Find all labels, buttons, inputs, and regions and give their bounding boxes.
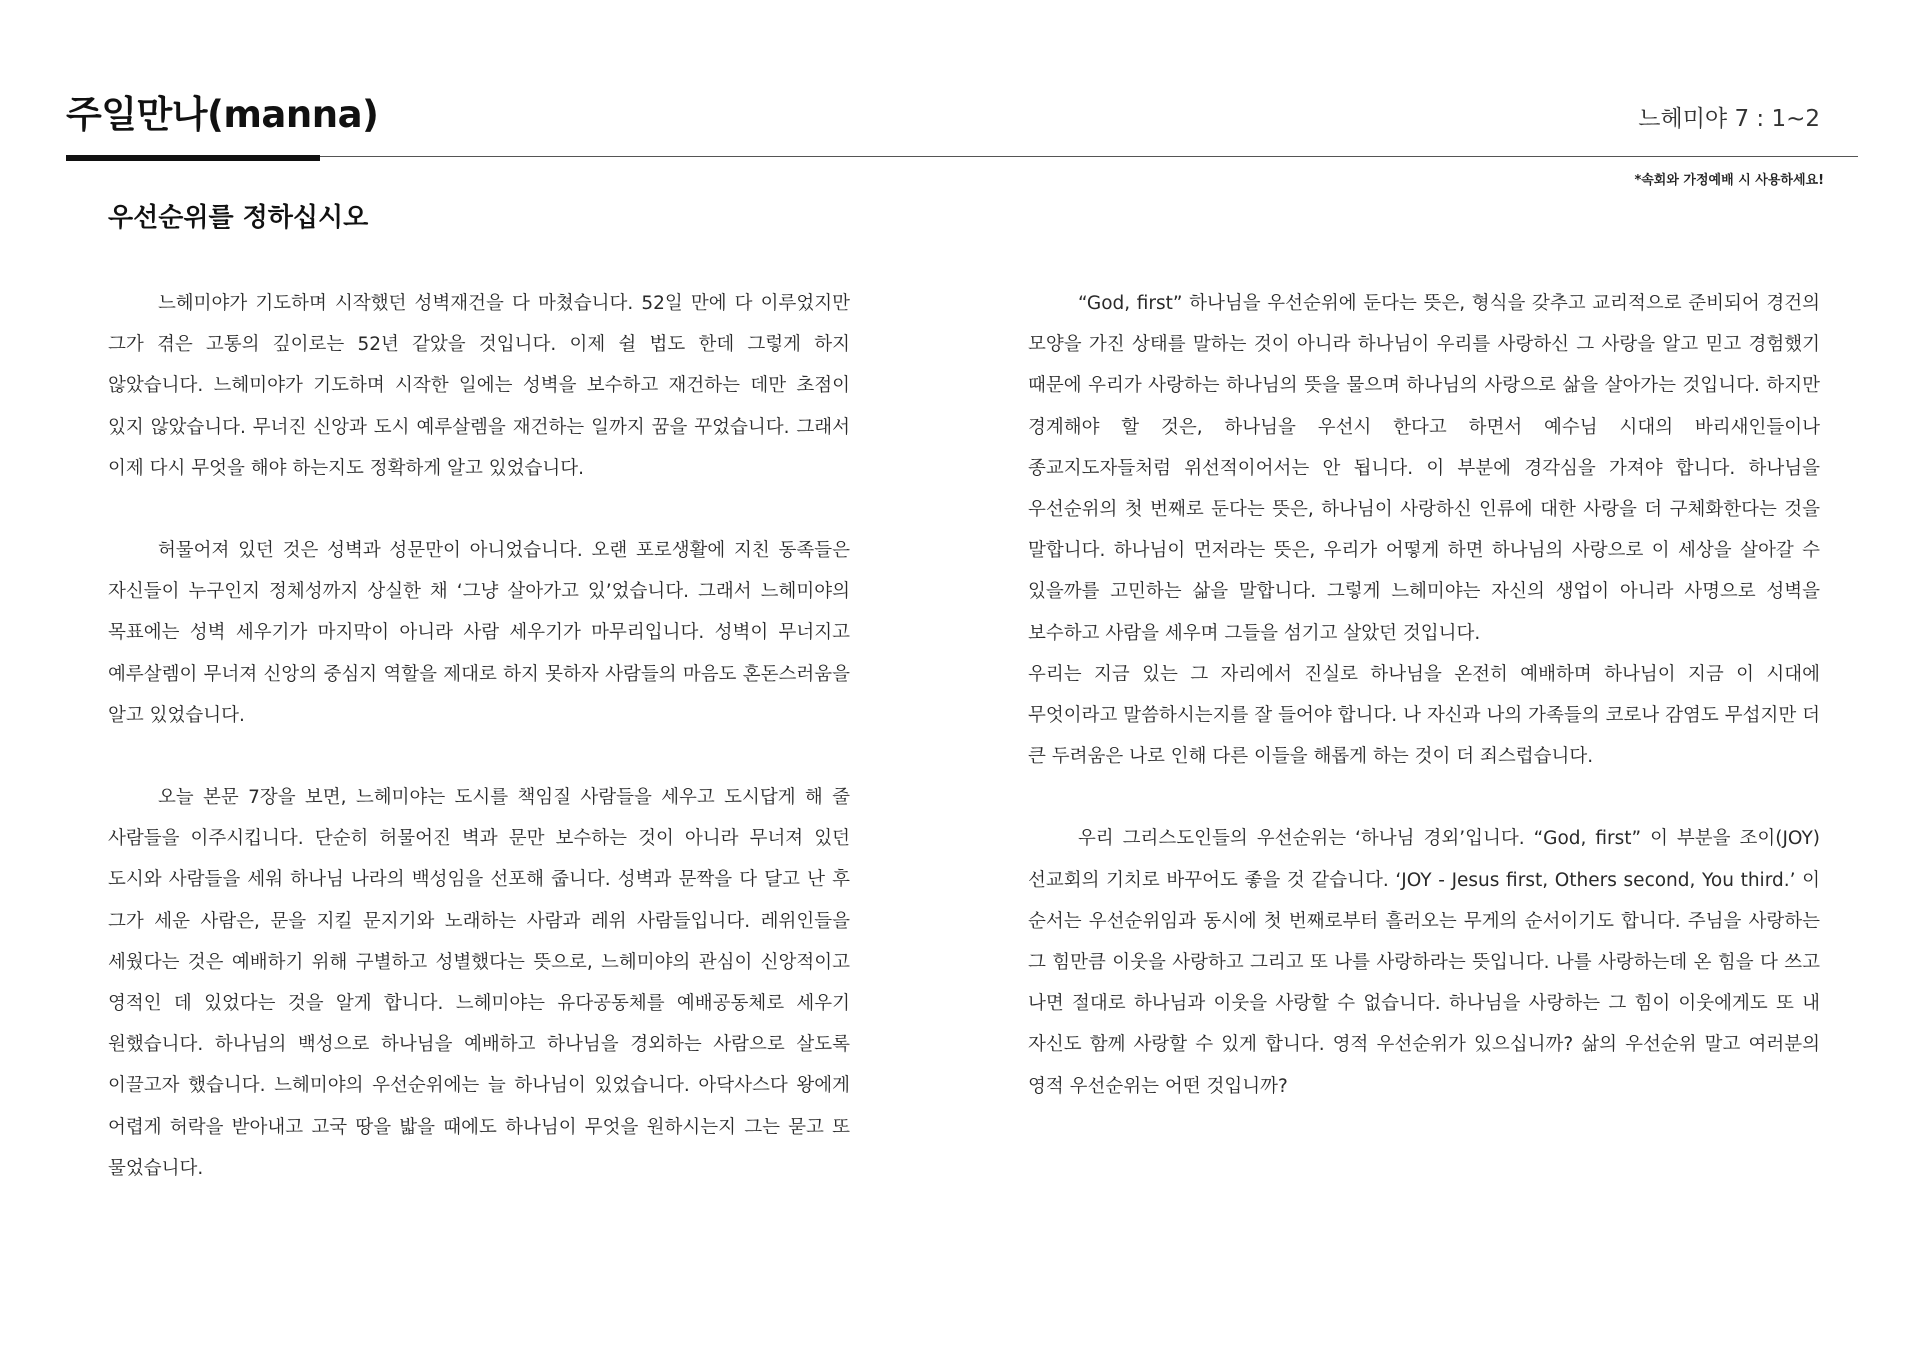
left-paragraph-1: 느헤미야가 기도하며 시작했던 성벽재건을 다 마쳤습니다. 52일 만에 다 이루었지만 그가 겪은 고통의 깊이로는 52년 같았을 것입니다. 이제 쉴 법도 한데 그렇게 하지 않았습니다. 느헤미야가 기도하며 시작한 일에는 성벽을 보수하고 재건하는 데만 초점이 있지 않았습니다. 무너진 신앙과 도시 예루살렘을 재건하는 일까지 꿈을 꾸었습니다. 그래서 이제 다시 무엇을 해야 하는지도 정확하게 알고 있었습니다. [108,293,850,479]
header-divider [66,156,1858,157]
left-column [108,283,850,1189]
right-paragraph-1: “God, first” 하나님을 우선순위에 둔다는 뜻은, 형식을 갖추고 교리적으로 준비되어 경건의 모양을 가진 상태를 말하는 것이 아니라 하나님이 우리를 사랑하신 그 사랑을 알고 믿고 경험했기 때문에 우리가 사랑하는 하나님의 뜻을 물으며 하나님의 사랑으로 삶을 살아가는 것입니다. 하지만 경계해야 할 것은, 하나님을 우선시 한다고 하면서 예수님 시대의 바리새인들이나 종교지도자들처럼 위선적이어서는 안 됩니다. 이 부분에 경각심을 가져야 합니다. 하나님을 우선순위의 첫 번째로 둔다는 뜻은, 하나님이 사랑하신 인류에 대한 사랑을 더 구체화한다는 것을 말합니다. 하나님이 먼저라는 뜻은, 우리가 어떻게 하면 하나님의 사랑으로 이 세상을 살아갈 수 있을까를 고민하는 삶을 말합니다. 그렇게 느헤미야는 자신의 생업이 아니라 사명으로 성벽을 보수하고 사람을 세우며 그들을 섬기고 살았던 것입니다. [1028,293,1820,644]
right-paragraph-2: 우리는 지금 있는 그 자리에서 진실로 하나님을 온전히 예배하며 하나님이 지금 이 시대에 무엇이라고 말씀하시는지를 잘 들어야 합니다. 나 자신과 나의 가족들의 코로나 감염도 무섭지만 더 큰 두려움은 나로 인해 다른 이들을 해롭게 하는 것이 더 죄스럽습니다. [1028,663,1820,768]
header-title: 주일만나(manna) [66,93,379,136]
header-accent-bar [66,155,320,161]
right-paragraph-3: 우리 그리스도인들의 우선순위는 ‘하나님 경외’입니다. “God, first” 이 부분을 조이(JOY)선교회의 기치로 바꾸어도 좋을 것 같습니다. ‘JOY - Jesus first, Others second, You third.’ 이 순서는 우선순위임과 동시에 첫 번째로부터 흘러오는 무게의 순서이기도 합니다. 주님을 사랑하는 그 힘만큼 이웃을 사랑하고 그리고 또 나를 사랑하라는 뜻입니다. 나를 사랑하는데 온 힘을 다 쓰고 나면 절대로 하나님과 이웃을 사랑할 수 없습니다. 하나님을 사랑하는 그 힘이 이웃에게도 또 내 자신도 함께 사랑할 수 있게 합니다. 영적 우선순위가 있으십니까? 삶의 우선순위 말고 여러분의 영적 우선순위는 어떤 것입니까? [1028,828,1820,1097]
left-paragraph-3: 오늘 본문 7장을 보면, 느헤미야는 도시를 책임질 사람들을 세우고 도시답게 해 줄 사람들을 이주시킵니다. 단순히 허물어진 벽과 문만 보수하는 것이 아니라 무너져 있던 도시와 사람들을 세워 하나님 나라의 백성임을 선포해 줍니다. 성벽과 문짝을 다 달고 난 후 그가 세운 사람은, 문을 지킬 문지기와 노래하는 사람과 레위 사람들입니다. 레위인들을 세웠다는 것은 예배하기 위해 구별하고 성별했다는 뜻으로, 느헤미야의 관심이 신앙적이고 영적인 데 있었다는 것을 알게 합니다. 느헤미야는 유다공동체를 예배공동체로 세우기 원했습니다. 하나님의 백성으로 하나님을 예배하고 하나님을 경외하는 사람으로 살도록 이끌고자 했습니다. 느헤미야의 우선순위에는 늘 하나님이 있었습니다. 아닥사스다 왕에게 어렵게 허락을 받아내고 고국 땅을 밟을 때에도 하나님이 무엇을 원하시는지 그는 묻고 또 물었습니다. [108,787,850,1179]
scripture-reference: 느헤미야 7 : 1~2 [1638,106,1820,132]
sermon-title: 우선순위를 정하십시오 [108,203,369,233]
right-column [1028,283,1820,1107]
usage-note: *속회와 가정예배 시 사용하세요! [1634,173,1824,188]
left-paragraph-2: 허물어져 있던 것은 성벽과 성문만이 아니었습니다. 오랜 포로생활에 지친 동족들은 자신들이 누구인지 정체성까지 상실한 채 ‘그냥 살아가고 있’었습니다. 그래서 느헤미야의 목표에는 성벽 세우기가 마지막이 아니라 사람 세우기가 마무리입니다. 성벽이 무너지고 예루살렘이 무너져 신앙의 중심지 역할을 제대로 하지 못하자 사람들의 마음도 혼돈스러움을 알고 있었습니다. [108,540,850,726]
